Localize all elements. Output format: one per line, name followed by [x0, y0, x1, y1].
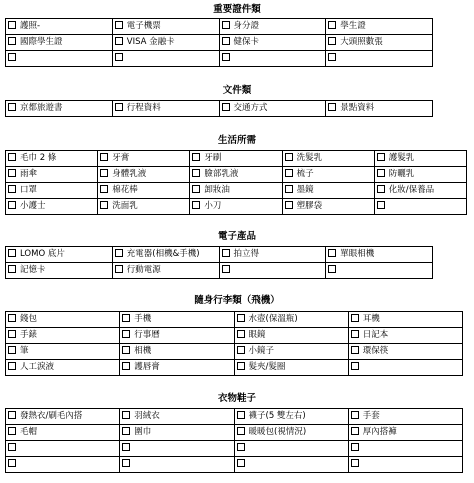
item-label: 小刀: [204, 201, 222, 212]
checklist-item: [112, 51, 219, 67]
item-label: 眼鏡: [248, 330, 266, 341]
checkbox[interactable]: [237, 459, 245, 467]
checkbox[interactable]: [351, 346, 359, 354]
checklist-item: [120, 409, 234, 425]
checkbox[interactable]: [8, 37, 16, 45]
checkbox[interactable]: [328, 53, 336, 61]
checkbox[interactable]: [351, 314, 359, 322]
checklist-item: [6, 247, 113, 263]
checklist-item: [234, 328, 348, 344]
item-label: 身體乳液: [112, 169, 147, 180]
checkbox[interactable]: [222, 265, 230, 273]
checklist-item: [6, 199, 98, 215]
checklist-item: [326, 101, 433, 117]
checklist-item: [6, 409, 120, 425]
checklist-item: [374, 183, 466, 199]
item-label: 卸妝油: [204, 185, 230, 196]
checklist-item: [6, 35, 113, 51]
checkbox[interactable]: [8, 185, 16, 193]
checkbox[interactable]: [8, 201, 16, 209]
checklist-table: [5, 150, 467, 215]
checkbox[interactable]: [377, 201, 385, 209]
checklist-item: [234, 360, 348, 376]
item-label: 大頭照數張: [340, 37, 383, 48]
checkbox[interactable]: [237, 427, 245, 435]
checkbox[interactable]: [8, 103, 16, 111]
table-row: [6, 360, 463, 376]
table-row: [6, 35, 433, 51]
checklist-item: [234, 457, 348, 473]
item-label: 身分證: [233, 21, 260, 32]
checkbox[interactable]: [351, 362, 359, 370]
checkbox[interactable]: [122, 314, 130, 322]
checkbox[interactable]: [237, 346, 245, 354]
checkbox[interactable]: [377, 169, 385, 177]
checkbox[interactable]: [115, 103, 123, 111]
checklist-item: [6, 183, 98, 199]
checklist-item: [6, 312, 120, 328]
checklist-item: [219, 263, 326, 279]
checkbox[interactable]: [285, 153, 293, 161]
checklist-item: [282, 183, 374, 199]
checkbox[interactable]: [122, 427, 130, 435]
item-label: 手套: [362, 411, 380, 422]
checklist-item: [219, 51, 326, 67]
checklist-item: [326, 263, 433, 279]
checklist-item: [6, 51, 113, 67]
checklist-item: [6, 344, 120, 360]
checklist-item: [6, 151, 98, 167]
checklist-item: [348, 312, 462, 328]
checklist-item: [234, 344, 348, 360]
item-label: 發熱衣/刷毛內搭: [20, 411, 83, 422]
checklist-item: [282, 199, 374, 215]
item-label: 牙刷: [204, 153, 222, 164]
checklist-table: [5, 18, 433, 67]
item-label: 手錶: [20, 330, 38, 341]
checkbox[interactable]: [328, 103, 336, 111]
table-row: [6, 19, 433, 35]
checkbox[interactable]: [115, 21, 123, 29]
checklist-item: [219, 101, 326, 117]
table-row: [6, 183, 467, 199]
checkbox[interactable]: [8, 153, 16, 161]
item-label: 化妝/保養品: [388, 185, 435, 196]
checklist-item: [112, 101, 219, 117]
checkbox[interactable]: [8, 443, 16, 451]
table-row: [6, 51, 433, 67]
item-label: 牙膏: [112, 153, 130, 164]
checklist-item: [234, 409, 348, 425]
item-label: 水壺(保溫瓶): [248, 314, 298, 325]
checkbox[interactable]: [100, 153, 108, 161]
checkbox[interactable]: [222, 53, 230, 61]
checklist-item: [348, 409, 462, 425]
checklist-item: [326, 19, 433, 35]
checklist-item: [348, 344, 462, 360]
item-label: 日記本: [362, 330, 389, 341]
checklist-item: [348, 457, 462, 473]
item-label: 臉部乳液: [204, 169, 239, 180]
checkbox[interactable]: [115, 37, 123, 45]
item-label: 充電器(相機&手機): [126, 249, 200, 260]
item-label: 棉花棒: [112, 185, 138, 196]
checkbox[interactable]: [222, 103, 230, 111]
checklist-item: [112, 19, 219, 35]
item-label: 塑膠袋: [296, 201, 323, 212]
checklist-item: [374, 199, 466, 215]
item-label: 髮夾/髮圈: [248, 362, 286, 373]
checklist-item: [120, 425, 234, 441]
checklist-item: [219, 35, 326, 51]
item-label: 行程資料: [126, 103, 161, 114]
item-label: 暖暖包(視情況): [248, 427, 307, 438]
checkbox[interactable]: [351, 459, 359, 467]
checklist-item: [190, 183, 282, 199]
item-label: 錢包: [20, 314, 38, 325]
item-label: 雨傘: [20, 169, 38, 180]
checkbox[interactable]: [115, 265, 123, 273]
checkbox[interactable]: [285, 201, 293, 209]
checklist-item: [219, 19, 326, 35]
item-label: 梳子: [296, 169, 314, 180]
item-label: 羽絨衣: [134, 411, 160, 422]
checkbox[interactable]: [8, 314, 16, 322]
checkbox[interactable]: [351, 411, 359, 419]
checkbox[interactable]: [8, 53, 16, 61]
checkbox[interactable]: [192, 153, 200, 161]
item-label: 環保筷: [362, 346, 389, 357]
checkbox[interactable]: [351, 443, 359, 451]
checkbox[interactable]: [122, 330, 130, 338]
item-label: 交通方式: [233, 103, 268, 114]
checklist-item: [326, 51, 433, 67]
checkbox[interactable]: [122, 411, 130, 419]
section-title: 衣物鞋子: [217, 393, 256, 404]
item-label: 筆: [20, 346, 29, 357]
checkbox[interactable]: [8, 169, 16, 177]
checkbox[interactable]: [222, 21, 230, 29]
section-title: 隨身行李類（飛機）: [194, 295, 280, 306]
table-row: [6, 167, 467, 183]
item-label: 電子機票: [126, 21, 161, 32]
checklist-item: [6, 328, 120, 344]
checkbox[interactable]: [222, 37, 230, 45]
item-label: 健保卡: [233, 37, 260, 48]
checkbox[interactable]: [100, 169, 108, 177]
checkbox[interactable]: [115, 53, 123, 61]
checklist-item: [219, 247, 326, 263]
checkbox[interactable]: [100, 201, 108, 209]
item-label: 京都旅遊書: [20, 103, 63, 114]
checklist-item: [6, 167, 98, 183]
checkbox[interactable]: [122, 346, 130, 354]
item-label: 景點資料: [340, 103, 375, 114]
checkbox[interactable]: [237, 411, 245, 419]
checklist-item: [120, 441, 234, 457]
checklist-item: [112, 247, 219, 263]
checklist-item: [98, 151, 190, 167]
checkbox[interactable]: [351, 330, 359, 338]
checklist-item: [190, 151, 282, 167]
checklist-table: [5, 246, 433, 279]
checkbox[interactable]: [8, 411, 16, 419]
checkbox[interactable]: [285, 169, 293, 177]
checklist-item: [6, 263, 113, 279]
checkbox[interactable]: [8, 427, 16, 435]
item-label: VISA 金融卡: [126, 37, 175, 48]
checklist-item: [6, 425, 120, 441]
table-row: [6, 344, 463, 360]
item-label: 防曬乳: [388, 169, 415, 180]
checklist-item: [6, 441, 120, 457]
item-label: 襪子(5 雙左右): [248, 411, 306, 422]
item-label: 小護士: [20, 201, 46, 212]
checkbox[interactable]: [222, 249, 230, 257]
checklist-item: [326, 35, 433, 51]
item-label: 厚內搭褲: [362, 427, 397, 438]
checklist-item: [112, 35, 219, 51]
checklist-item: [348, 425, 462, 441]
checkbox[interactable]: [377, 185, 385, 193]
section-title: 電子產品: [217, 231, 256, 242]
checklist-item: [234, 312, 348, 328]
item-label: 護照-: [20, 21, 41, 32]
item-label: 人工淚液: [20, 362, 55, 373]
checkbox[interactable]: [237, 314, 245, 322]
checkbox[interactable]: [8, 362, 16, 370]
checkbox[interactable]: [351, 427, 359, 435]
checklist-item: [326, 247, 433, 263]
item-label: 墨鏡: [296, 185, 314, 196]
checklist-item: [120, 457, 234, 473]
checkbox[interactable]: [192, 169, 200, 177]
checkbox[interactable]: [8, 265, 16, 273]
item-label: 記憶卡: [20, 265, 46, 276]
checkbox[interactable]: [8, 21, 16, 29]
checkbox[interactable]: [122, 443, 130, 451]
checkbox[interactable]: [328, 265, 336, 273]
checklist-item: [234, 425, 348, 441]
checklist-item: [374, 151, 466, 167]
checkbox[interactable]: [377, 153, 385, 161]
checkbox[interactable]: [237, 443, 245, 451]
item-label: 耳機: [362, 314, 380, 325]
checklist-item: [98, 199, 190, 215]
table-row: [6, 312, 463, 328]
checklist-item: [348, 328, 462, 344]
item-label: 國際學生證: [20, 37, 63, 48]
checkbox[interactable]: [285, 185, 293, 193]
checklist-item: [6, 360, 120, 376]
checkbox[interactable]: [122, 459, 130, 467]
checkbox[interactable]: [328, 37, 336, 45]
table-row: [6, 457, 463, 473]
table-row: [6, 425, 463, 441]
checklist-item: [6, 101, 113, 117]
item-label: 護唇膏: [134, 362, 160, 373]
item-label: 小鏡子: [248, 346, 275, 357]
section-title: 文件類: [222, 85, 252, 96]
checklist-item: [112, 263, 219, 279]
item-label: LOMO 底片: [20, 249, 65, 260]
item-label: 拍立得: [233, 249, 260, 260]
table-row: [6, 263, 433, 279]
checklist-item: [374, 167, 466, 183]
table-row: [6, 441, 463, 457]
checklist-table: [5, 311, 463, 376]
checkbox[interactable]: [192, 185, 200, 193]
checklist-item: [190, 167, 282, 183]
checkbox[interactable]: [237, 330, 245, 338]
checklist-item: [6, 457, 120, 473]
item-label: 洗面乳: [112, 201, 138, 212]
table-row: [6, 101, 433, 117]
checkbox[interactable]: [8, 249, 16, 257]
checklist-item: [282, 151, 374, 167]
item-label: 學生證: [340, 21, 366, 32]
table-row: [6, 328, 463, 344]
checklist-item: [6, 19, 113, 35]
checklist-item: [348, 441, 462, 457]
checklist-item: [234, 441, 348, 457]
table-row: [6, 247, 433, 263]
item-label: 護髮乳: [388, 153, 415, 164]
table-row: [6, 151, 467, 167]
checklist-item: [120, 328, 234, 344]
checkbox[interactable]: [328, 21, 336, 29]
checkbox[interactable]: [328, 249, 336, 257]
checklist-item: [98, 167, 190, 183]
item-label: 手機: [134, 314, 152, 325]
item-label: 行事曆: [134, 330, 160, 341]
item-label: 洗髮乳: [296, 153, 323, 164]
item-label: 毛帽: [20, 427, 38, 438]
item-label: 圍巾: [134, 427, 152, 438]
checkbox[interactable]: [8, 346, 16, 354]
checklist-item: [282, 167, 374, 183]
table-row: [6, 409, 463, 425]
section-title: 生活所需: [217, 135, 256, 146]
item-label: 口罩: [20, 185, 38, 196]
checkbox[interactable]: [8, 459, 16, 467]
table-row: [6, 199, 467, 215]
checklist-item: [120, 312, 234, 328]
checkbox[interactable]: [237, 362, 245, 370]
checklist-item: [120, 344, 234, 360]
checkbox[interactable]: [192, 201, 200, 209]
checklist-table: [5, 408, 463, 473]
checklist-item: [348, 360, 462, 376]
checkbox[interactable]: [122, 362, 130, 370]
checklist-item: [120, 360, 234, 376]
item-label: 行動電源: [126, 265, 161, 276]
checkbox[interactable]: [115, 249, 123, 257]
checklist-table: [5, 100, 433, 117]
checklist-item: [98, 183, 190, 199]
item-label: 毛巾 2 條: [20, 153, 57, 164]
checklist-item: [190, 199, 282, 215]
item-label: 單眼相機: [340, 249, 375, 260]
checkbox[interactable]: [100, 185, 108, 193]
section-title: 重要證件類: [213, 4, 261, 15]
item-label: 相機: [134, 346, 152, 357]
checkbox[interactable]: [8, 330, 16, 338]
